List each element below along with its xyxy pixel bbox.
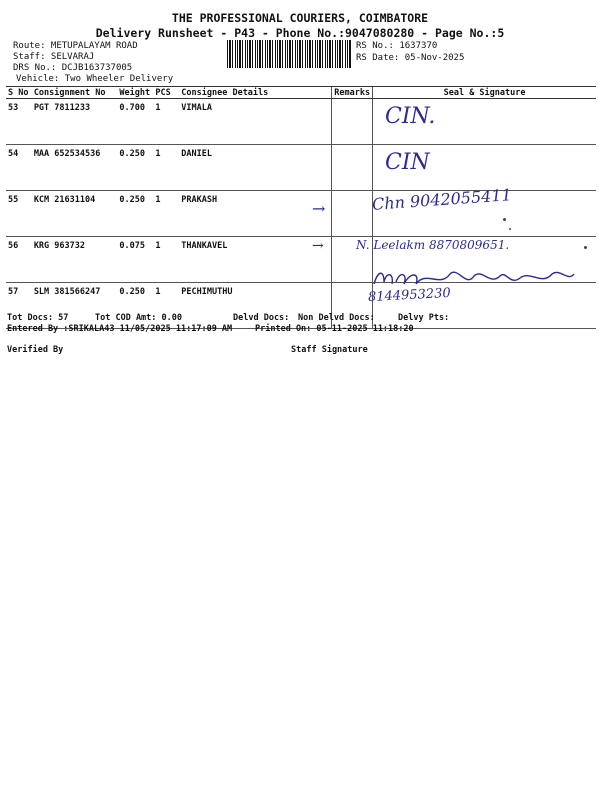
col-header-consignee: Consignee Details — [179, 87, 332, 99]
cell-pcs: 1 — [153, 99, 179, 145]
scribble-signature-icon — [370, 268, 585, 290]
cell-consignment: KRG 963732 — [32, 237, 118, 283]
cell-sno: 55 — [6, 191, 32, 237]
cell-weight: 0.250 — [117, 191, 153, 237]
cell-consignee: VIMALA — [179, 99, 332, 145]
ink-speck — [584, 246, 587, 249]
entered-by: Entered By :SRIKALA43 11/05/2025 11:17:09 AM — [7, 324, 233, 334]
cell-weight: 0.250 — [117, 145, 153, 191]
cell-consignee: THANKAVEL — [179, 237, 332, 283]
col-header-weight: Weight — [117, 87, 153, 99]
signature-row-55: Chn 9042055411 — [371, 185, 513, 214]
signature-row-57: 8144953230 — [367, 285, 452, 306]
cell-weight: 0.250 — [117, 283, 153, 329]
cell-pcs: 1 — [153, 145, 179, 191]
rs-date: RS Date: 05-Nov-2025 — [356, 53, 465, 63]
col-header-consignment: Consignment No — [32, 87, 118, 99]
cell-sno: 54 — [6, 145, 32, 191]
col-header-sno: S No — [6, 87, 32, 99]
runsheet-subtitle: Delivery Runsheet - P43 - Phone No.:9047080280 - Page No.:5 — [95, 26, 505, 40]
cell-sno: 56 — [6, 237, 32, 283]
route-label: Route: METUPALAYAM ROAD — [13, 41, 138, 51]
cell-weight: 0.075 — [117, 237, 153, 283]
cell-consignment: KCM 21631104 — [32, 191, 118, 237]
cell-weight: 0.700 — [117, 99, 153, 145]
ink-speck — [509, 228, 511, 230]
staff-label: Staff: SELVARAJ — [13, 52, 95, 62]
cell-consignment: SLM 381566247 — [32, 283, 118, 329]
cell-sno: 57 — [6, 283, 32, 329]
tot-docs: Tot Docs: 57 — [7, 313, 69, 323]
cell-remarks — [332, 145, 373, 191]
non-delvd-docs: Non Delvd Docs: — [298, 313, 375, 323]
runsheet-table — [6, 86, 596, 329]
col-header-pcs: PCS — [153, 87, 179, 99]
delvy-pts: Delvy Pts: — [398, 313, 450, 323]
cell-consignee: PECHIMUTHU — [179, 283, 332, 329]
cell-consignee: PRAKASH — [179, 191, 332, 237]
rs-number: RS No.: 1637370 — [356, 41, 438, 51]
staff-signature: Staff Signature — [291, 345, 368, 355]
cell-consignment: PGT 7811233 — [32, 99, 118, 145]
cell-consignee: DANIEL — [179, 145, 332, 191]
signature-row-54: CIN — [385, 150, 430, 175]
tot-cod-amount: Tot COD Amt: 0.00 — [95, 313, 182, 323]
table-row — [6, 99, 596, 145]
cell-remarks — [332, 99, 373, 145]
barcode-image — [227, 40, 351, 68]
table-header-row — [6, 87, 596, 99]
cell-pcs: 1 — [153, 237, 179, 283]
signature-row-56: N. Leelakm 8870809651. — [356, 238, 510, 252]
ink-speck — [503, 218, 506, 221]
cell-pcs: 1 — [153, 283, 179, 329]
verified-by: Verified By — [7, 345, 64, 355]
arrow-icon: → — [312, 199, 326, 218]
company-title: THE PROFESSIONAL COURIERS, COIMBATORE — [171, 11, 429, 25]
vehicle-label: Vehicle: Two Wheeler Delivery — [16, 74, 174, 84]
printed-on: Printed On: 05-11-2025 11:18:20 — [255, 324, 414, 334]
cell-consignment: MAA 652534536 — [32, 145, 118, 191]
cell-pcs: 1 — [153, 191, 179, 237]
delvd-docs: Delvd Docs: — [233, 313, 290, 323]
table-row — [6, 145, 596, 191]
signature-row-53: CIN. — [385, 104, 436, 129]
col-header-seal: Seal & Signature — [373, 87, 596, 99]
drs-number: DRS No.: DCJB163737005 — [13, 63, 133, 73]
cell-remarks — [332, 191, 373, 237]
cell-sno: 53 — [6, 99, 32, 145]
arrow-icon: → — [312, 238, 324, 254]
col-header-remarks: Remarks — [332, 87, 373, 99]
